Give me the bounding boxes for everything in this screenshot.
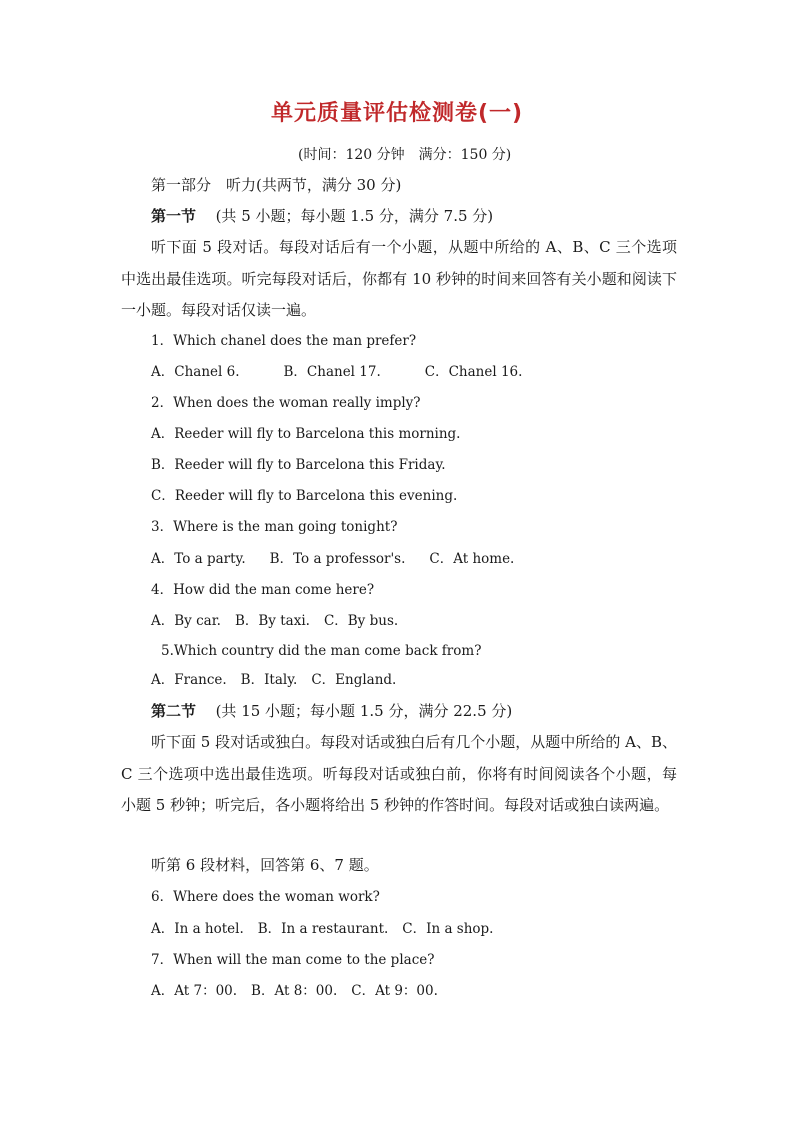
question-7-options (151, 981, 438, 1001)
question-6-option-c: C．In a shop. (402, 921, 494, 937)
section2-heading (151, 701, 512, 721)
question-6-option-b: B．In a restaurant. (257, 921, 389, 937)
part1-heading: 第一部分 听力(共两节，满分 30 分) (151, 176, 402, 194)
question-2-option-c: C．Reeder will fly to Barcelona this evening. (151, 488, 458, 504)
question-6-options (151, 919, 493, 939)
question-1-option-b: B．Chanel 17. (283, 364, 381, 380)
question-4-options (151, 611, 398, 631)
question-4-option-c: C．By bus. (323, 613, 399, 629)
question-7-stem: 7．When will the man come to the place? (151, 952, 435, 968)
question-1-option-c: C．Chanel 16. (424, 364, 523, 380)
question-3-options (151, 549, 514, 569)
question-2-option-b: B．Reeder will fly to Barcelona this Friday. (151, 457, 446, 473)
question-7-option-b: B．At 8：00. (251, 983, 338, 999)
question-6-stem: 6．Where does the woman work? (151, 889, 380, 905)
question-5-options (151, 670, 396, 690)
question-5-option-c: C．England. (311, 672, 397, 688)
question-3-option-a: A．To a party. (151, 551, 246, 567)
question-1-options (151, 362, 522, 382)
question-3-option-c: C．At home. (429, 551, 515, 567)
section1-instructions: 听下面 5 段对话。每段对话后有一个小题，从题中所给的 A、B、C 三个选项中选出最佳选项。听完每段对话后，你都有 10 秒钟的时间来回答有关小题和阅读下一小题。每段对话仅读一遍。 (121, 238, 677, 319)
question-1-stem: 1．Which chanel does the man prefer? (151, 333, 417, 349)
question-7-option-a: A．At 7：00. (151, 983, 238, 999)
question-4-stem: 4．How did the man come here? (151, 582, 375, 598)
exam-time-score: (时间：120 分钟 满分：150 分) (298, 147, 512, 163)
question-7-option-c: C．At 9：00. (351, 983, 438, 999)
question-5-option-a: A．France. (151, 672, 227, 688)
question-2-stem: 2．When does the woman really imply? (151, 395, 421, 411)
question-5-stem: 5.Which country did the man come back from? (161, 643, 482, 659)
section1-rule: (共 5 小题；每小题 1.5 分，满分 7.5 分) (215, 207, 494, 225)
section1-label: 第一节 (151, 207, 197, 225)
section2-label: 第二节 (151, 702, 197, 720)
question-5-option-b: B．Italy. (240, 672, 298, 688)
section2-instructions: 听下面 5 段对话或独白。每段对话或独白后有几个小题，从题中所给的 A、B、C 三个选项中选出最佳选项。听每段对话或独白前，你将有时间阅读各个小题，每小题 5 秒钟；听完后，各小题将给出 5 秒钟的作答时间。每段对话或独白读两遍。 (121, 733, 677, 814)
section2-rule: (共 15 小题；每小题 1.5 分，满分 22.5 分) (215, 702, 513, 720)
material-6-prompt: 听第 6 段材料，回答第 6、7 题。 (151, 856, 379, 874)
question-4-option-b: B．By taxi. (234, 613, 310, 629)
question-1-option-a: A．Chanel 6. (151, 364, 240, 380)
page-title: 单元质量评估检测卷(一) (270, 101, 524, 126)
section1-heading (151, 206, 493, 226)
question-2-option-a: A．Reeder will fly to Barcelona this morning. (151, 426, 461, 442)
question-6-option-a: A．In a hotel. (151, 921, 244, 937)
question-3-option-b: B．To a professor's. (269, 551, 406, 567)
question-4-option-a: A．By car. (151, 613, 221, 629)
question-3-stem: 3．Where is the man going tonight? (151, 519, 398, 535)
